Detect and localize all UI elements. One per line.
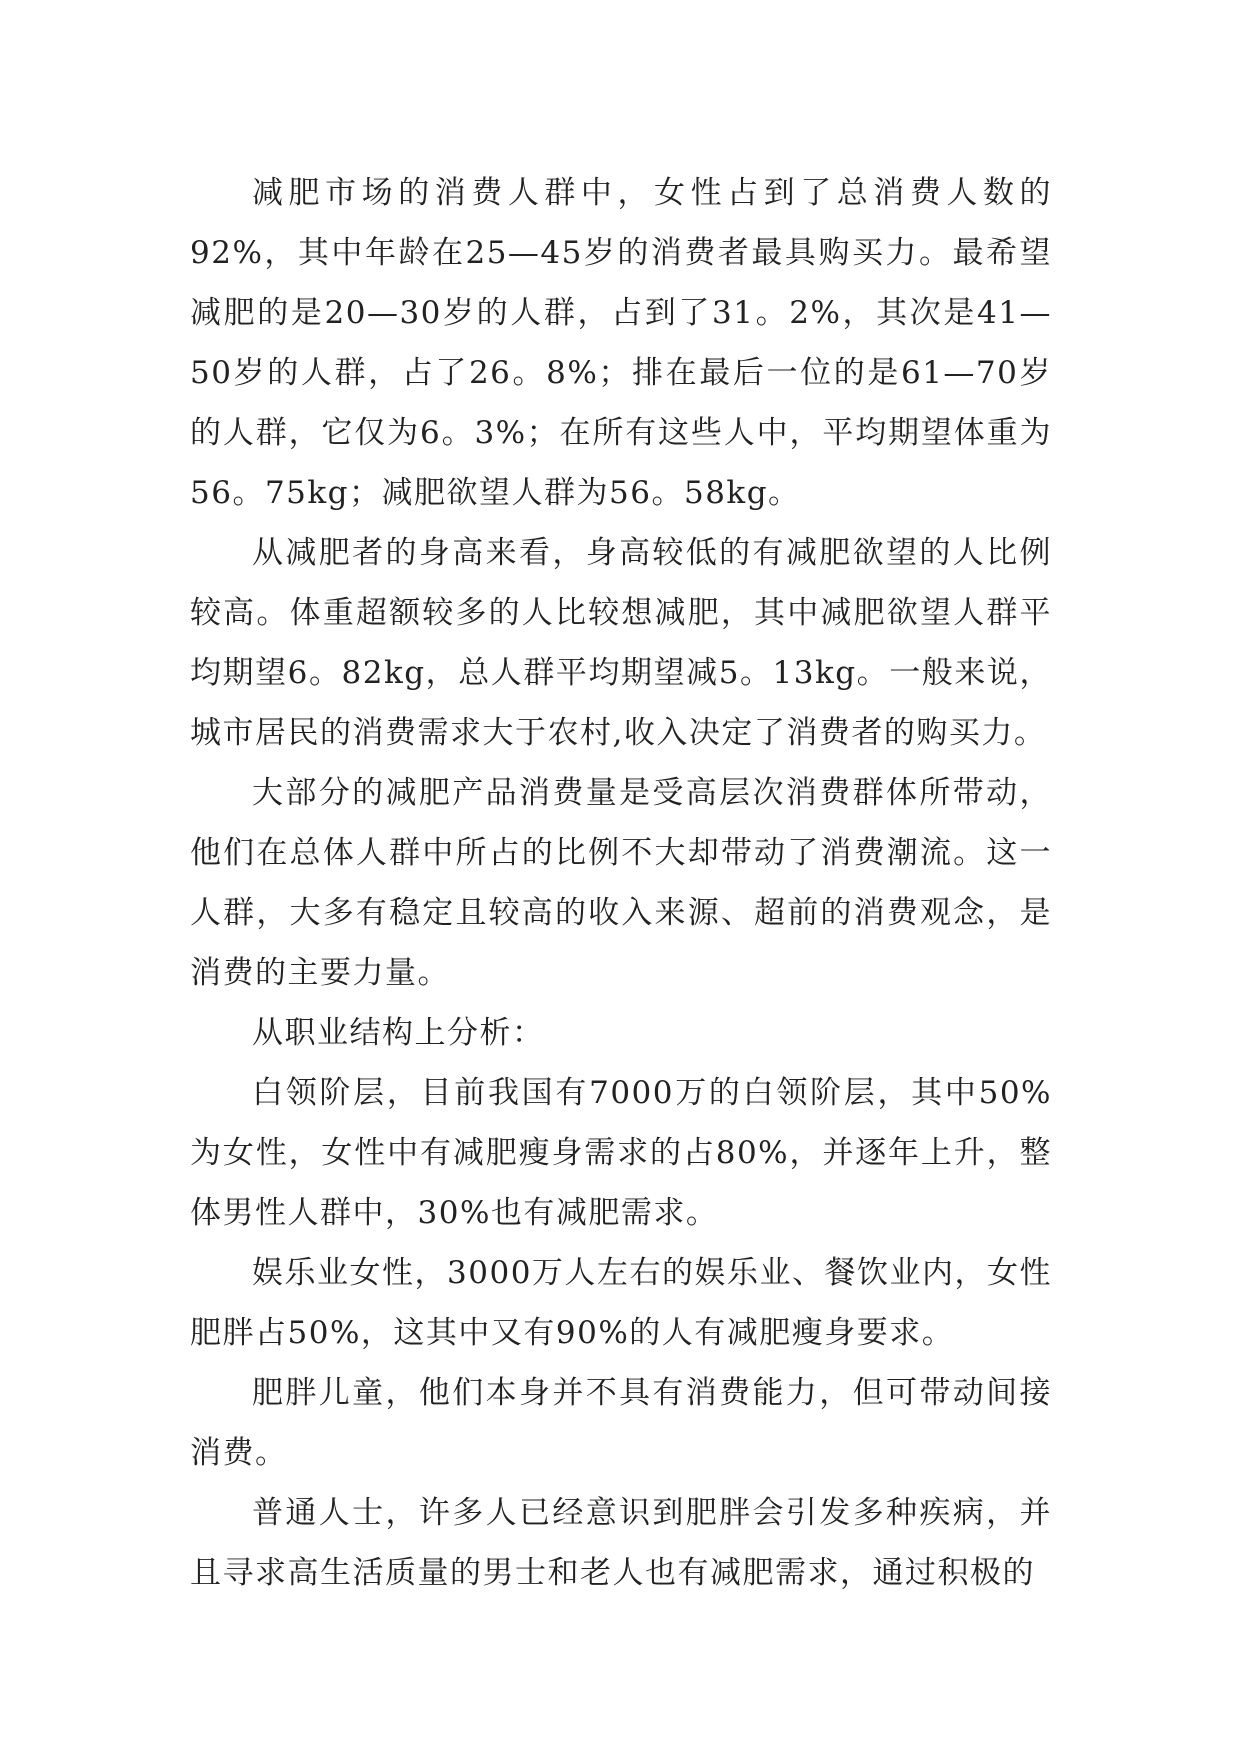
paragraph-height-weight: 从减肥者的身高来看，身高较低的有减肥欲望的人比例较高。体重超额较多的人比较想减肥，其中减肥欲望人群平均期望6。82kg，总人群平均期望减5。13kg。一般来说，城市居民的消费需求大于农村,收入决定了消费者的购买力。 (190, 535, 1052, 751)
paragraph-consumer-demographics: 减肥市场的消费人群中，女性占到了总消费人数的92%，其中年龄在25—45岁的消费者最具购买力。最希望减肥的是20—30岁的人群，占到了31。2%，其次是41—50岁的人群，占了26。8%；排在最后一位的是61—70岁的人群，它仅为6。3%；在所有这些人中，平均期望体重为56。75kg；减肥欲望人群为56。58kg。 (190, 175, 1052, 511)
paragraph-high-level-consumers: 大部分的减肥产品消费量是受高层次消费群体所带动，他们在总体人群中所占的比例不大却带动了消费潮流。这一人群，大多有稳定且较高的收入来源、超前的消费观念，是消费的主要力量。 (190, 775, 1052, 991)
paragraph-occupation-heading: 从职业结构上分析： (252, 1015, 545, 1051)
paragraph-entertainment-women: 娱乐业女性，3000万人左右的娱乐业、餐饮业内，女性肥胖占50%，这其中又有90%的人有减肥瘦身要求。 (190, 1255, 1052, 1351)
paragraph-ordinary-people: 普通人士，许多人已经意识到肥胖会引发多种疾病，并且寻求高生活质量的男士和老人也有减肥需求，通过积极的 (190, 1495, 1052, 1591)
paragraph-obese-children: 肥胖儿童，他们本身并不具有消费能力，但可带动间接消费。 (190, 1375, 1052, 1471)
document-body (190, 163, 1052, 1603)
paragraph-white-collar: 白领阶层，目前我国有7000万的白领阶层，其中50%为女性，女性中有减肥瘦身需求的占80%，并逐年上升，整体男性人群中，30%也有减肥需求。 (190, 1075, 1052, 1231)
